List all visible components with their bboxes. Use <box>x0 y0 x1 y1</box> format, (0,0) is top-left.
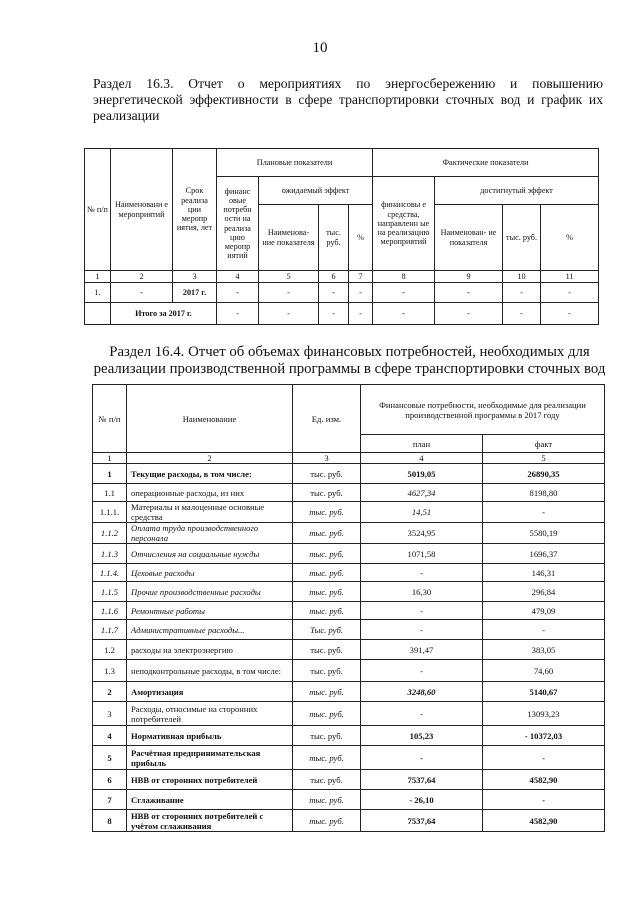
t1-header-term: Срок реализа ции меропр иятия, лет <box>173 149 217 271</box>
t1-cell: - <box>111 283 173 303</box>
t2-cell-plan: - <box>361 620 483 640</box>
t2-cell-num: 1.3 <box>93 660 127 682</box>
t1-col-number: 7 <box>349 271 373 283</box>
t2-cell-num: 1.1 <box>93 484 127 502</box>
t2-cell-num: 8 <box>93 810 127 832</box>
t2-cell-name: НВВ от сторонних потребителей <box>127 770 293 790</box>
t2-cell-plan: - <box>361 702 483 726</box>
table-row <box>93 602 605 620</box>
t2-cell-num: 1 <box>93 464 127 484</box>
table-row-total <box>85 303 599 325</box>
t1-cell: - <box>319 303 349 325</box>
t2-cell-num: 5 <box>93 746 127 770</box>
t1-cell: - <box>349 283 373 303</box>
t1-cell: - <box>435 283 503 303</box>
t2-cell-unit: тыс. руб. <box>293 810 361 832</box>
t2-cell-fact: 383,05 <box>483 640 605 660</box>
t1-cell: 2017 г. <box>173 283 217 303</box>
t1-col-number: 3 <box>173 271 217 283</box>
t2-cell-unit: тыс. руб. <box>293 702 361 726</box>
t2-cell-name: Ремонтные работы <box>127 602 293 620</box>
t1-header-expected: ожидаемый эффект <box>259 177 373 205</box>
t2-cell-plan: 105,23 <box>361 726 483 746</box>
t1-header-fact-fin: финансовы е средства, направленн ые на реализацию мероприятий <box>373 177 435 271</box>
t2-header-unit: Ед. изм. <box>293 385 361 453</box>
t2-cell-name: расходы на электроэнергию <box>127 640 293 660</box>
table-row <box>93 682 605 702</box>
t2-cell-num: 1.1.4. <box>93 564 127 582</box>
t2-cell-name: Прочие производственные расходы <box>127 582 293 602</box>
table-row <box>93 770 605 790</box>
table-row <box>93 564 605 582</box>
t2-cell-unit: тыс. руб. <box>293 602 361 620</box>
t2-col-number: 3 <box>293 453 361 464</box>
t2-cell-name: Расчётная предпринимательская прибыль <box>127 746 293 770</box>
t1-header-plan-pct: % <box>349 205 373 271</box>
t2-header-name: Наименование <box>127 385 293 453</box>
t1-col-number: 4 <box>217 271 259 283</box>
t1-cell: - <box>373 303 435 325</box>
table-row <box>93 502 605 523</box>
t2-cell-plan: - <box>361 602 483 620</box>
t2-cell-name: Сглаживание <box>127 790 293 810</box>
t1-cell: - <box>541 283 599 303</box>
t2-cell-num: 1.1.1. <box>93 502 127 523</box>
table-row <box>93 484 605 502</box>
t2-cell-plan: 5019,05 <box>361 464 483 484</box>
t2-cell-num: 4 <box>93 726 127 746</box>
t1-header-name: Наименовани е мероприятий <box>111 149 173 271</box>
t2-cell-name: Цеховые расходы <box>127 564 293 582</box>
t1-header-plan: Плановые показатели <box>217 149 373 177</box>
t2-cell-name: Нормативная прибыль <box>127 726 293 746</box>
t2-cell-fact: 74,60 <box>483 660 605 682</box>
table-row <box>93 790 605 810</box>
t2-cell-fact: 8198,80 <box>483 484 605 502</box>
t2-header-plan: план <box>361 435 483 453</box>
t2-col-numbers-row <box>93 453 605 464</box>
t1-cell: - <box>503 283 541 303</box>
page-number: 10 <box>312 40 328 56</box>
t2-cell-unit: тыс. руб. <box>293 726 361 746</box>
t1-cell: 1. <box>85 283 111 303</box>
t2-cell-plan: 16,30 <box>361 582 483 602</box>
table-row <box>93 582 605 602</box>
t2-cell-fact: - 10372,03 <box>483 726 605 746</box>
t1-col-number: 11 <box>541 271 599 283</box>
t2-cell-plan: 7537,64 <box>361 810 483 832</box>
t2-cell-name: Расходы, относимые на сторонних потребителей <box>127 702 293 726</box>
t2-cell-unit: тыс. руб. <box>293 640 361 660</box>
t2-cell-num: 3 <box>93 702 127 726</box>
table-row <box>93 810 605 832</box>
table-row <box>93 464 605 484</box>
table-row <box>93 620 605 640</box>
t2-cell-fact: - <box>483 620 605 640</box>
section-16-4-heading: Раздел 16.4. Отчет об объемах финансовых потребностей, необходимых для реализации производственной программы в сфере транспортировки сточных вод <box>93 344 606 377</box>
t2-cell-num: 1.1.2 <box>93 523 127 544</box>
t2-cell-name: Материалы и малоценные основные средства <box>127 502 293 523</box>
t2-cell-unit: тыс. руб. <box>293 464 361 484</box>
t2-cell-name: Оплата труда производственного персонала <box>127 523 293 544</box>
t1-header-fact: Фактические показатели <box>373 149 599 177</box>
t1-cell: - <box>217 303 259 325</box>
t2-cell-unit: Тыс. руб. <box>293 620 361 640</box>
t2-cell-fact: 26890,35 <box>483 464 605 484</box>
t2-cell-fact: 4582,90 <box>483 770 605 790</box>
t1-header-plan-rub: тыс. руб. <box>319 205 349 271</box>
t2-cell-num: 6 <box>93 770 127 790</box>
t1-cell: - <box>319 283 349 303</box>
t2-col-number: 2 <box>127 453 293 464</box>
t2-cell-unit: тыс. руб. <box>293 544 361 564</box>
t1-header-plan-ind: Наименова- ние показателя <box>259 205 319 271</box>
t2-header-fact: факт <box>483 435 605 453</box>
t1-cell: - <box>541 303 599 325</box>
t2-cell-fact: 13093,23 <box>483 702 605 726</box>
t2-cell-unit: тыс. руб. <box>293 746 361 770</box>
t2-cell-unit: тыс. руб. <box>293 523 361 544</box>
t2-cell-fact: - <box>483 790 605 810</box>
t1-cell: - <box>259 303 319 325</box>
t2-cell-fact: 5140,67 <box>483 682 605 702</box>
financial-needs-table <box>92 384 605 832</box>
t1-cell: - <box>503 303 541 325</box>
t2-cell-plan: 1071,58 <box>361 544 483 564</box>
t2-cell-fact: 296,84 <box>483 582 605 602</box>
t2-cell-name: Амортизация <box>127 682 293 702</box>
table-row <box>93 660 605 682</box>
t2-cell-fact: 4582,90 <box>483 810 605 832</box>
t2-cell-unit: тыс. руб. <box>293 660 361 682</box>
t2-cell-unit: тыс. руб. <box>293 502 361 523</box>
t2-cell-fact: - <box>483 746 605 770</box>
t1-col-number: 9 <box>435 271 503 283</box>
t2-cell-name: Отчисления на социальные нужды <box>127 544 293 564</box>
t1-header-num: № п/п <box>85 149 111 271</box>
t2-cell-fact: 5580,19 <box>483 523 605 544</box>
t1-cell: - <box>259 283 319 303</box>
t1-cell: - <box>349 303 373 325</box>
t1-header-achieved: достигнутый эффект <box>435 177 599 205</box>
t1-cell: - <box>373 283 435 303</box>
table-row <box>93 702 605 726</box>
t2-cell-plan: - 26,10 <box>361 790 483 810</box>
t2-header-num: № п/п <box>93 385 127 453</box>
t2-cell-fact: 146,31 <box>483 564 605 582</box>
t1-cell <box>85 303 111 325</box>
t1-header-fact-rub: тыс. руб. <box>503 205 541 271</box>
t2-cell-name: Административные расходы... <box>127 620 293 640</box>
t2-cell-unit: тыс. руб. <box>293 564 361 582</box>
table-row <box>93 640 605 660</box>
table-row <box>85 283 599 303</box>
table-row <box>93 523 605 544</box>
t1-col-number: 8 <box>373 271 435 283</box>
t2-cell-fact: 479,09 <box>483 602 605 620</box>
t2-cell-num: 1.1.5 <box>93 582 127 602</box>
table-row <box>93 726 605 746</box>
t2-cell-plan: 391,47 <box>361 640 483 660</box>
t2-cell-plan: 3524,95 <box>361 523 483 544</box>
t2-cell-plan: 14,51 <box>361 502 483 523</box>
t2-cell-plan: 4627,34 <box>361 484 483 502</box>
table-row <box>93 544 605 564</box>
t2-header-fin: Финансовые потребности, необходимые для реализации производственной программы в 2017 году <box>361 385 605 435</box>
t2-cell-plan: 3248,60 <box>361 682 483 702</box>
t1-total-label: Итого за 2017 г. <box>111 303 217 325</box>
t2-cell-name: операционные расходы, из них <box>127 484 293 502</box>
t2-cell-plan: - <box>361 660 483 682</box>
t2-cell-unit: тыс. руб. <box>293 682 361 702</box>
table-row <box>93 746 605 770</box>
t2-cell-plan: - <box>361 564 483 582</box>
section-16-3-heading: Раздел 16.3. Отчет о мероприятиях по энергосбережению и повышению энергетической эффективности в сфере транспортировки сточных вод и график их реализации <box>93 76 603 123</box>
t2-col-number: 1 <box>93 453 127 464</box>
t2-cell-unit: тыс. руб. <box>293 770 361 790</box>
t2-cell-num: 2 <box>93 682 127 702</box>
events-report-table <box>84 148 599 325</box>
t2-cell-num: 1.2 <box>93 640 127 660</box>
t2-cell-num: 1.1.3 <box>93 544 127 564</box>
t1-col-number: 6 <box>319 271 349 283</box>
t1-header-fact-ind: Наименован- ие показателя <box>435 205 503 271</box>
t2-col-number: 4 <box>361 453 483 464</box>
t2-cell-fact: - <box>483 502 605 523</box>
t1-col-number: 1 <box>85 271 111 283</box>
t1-col-numbers-row <box>85 271 599 283</box>
t1-col-number: 10 <box>503 271 541 283</box>
t2-cell-num: 1.1.6 <box>93 602 127 620</box>
t2-cell-num: 7 <box>93 790 127 810</box>
t2-cell-unit: тыс. руб. <box>293 484 361 502</box>
t2-cell-name: Текущие расходы, в том числе: <box>127 464 293 484</box>
t1-cell: - <box>435 303 503 325</box>
t2-col-number: 5 <box>483 453 605 464</box>
t2-cell-name: неподконтрольные расходы, в том числе: <box>127 660 293 682</box>
t2-body <box>93 464 605 832</box>
t1-header-plan-fin: финанс овые потребн ости на реализа цию меропр иятий <box>217 177 259 271</box>
t2-cell-fact: 1696,37 <box>483 544 605 564</box>
t1-cell: - <box>217 283 259 303</box>
t1-header-fact-pct: % <box>541 205 599 271</box>
t2-cell-num: 1.1.7 <box>93 620 127 640</box>
t2-cell-unit: тыс. руб. <box>293 790 361 810</box>
t2-cell-name: НВВ от сторонних потребителей с учётом сглаживания <box>127 810 293 832</box>
t1-col-number: 5 <box>259 271 319 283</box>
t1-col-number: 2 <box>111 271 173 283</box>
t2-cell-plan: 7537,64 <box>361 770 483 790</box>
t2-cell-unit: тыс. руб. <box>293 582 361 602</box>
t2-cell-plan: - <box>361 746 483 770</box>
